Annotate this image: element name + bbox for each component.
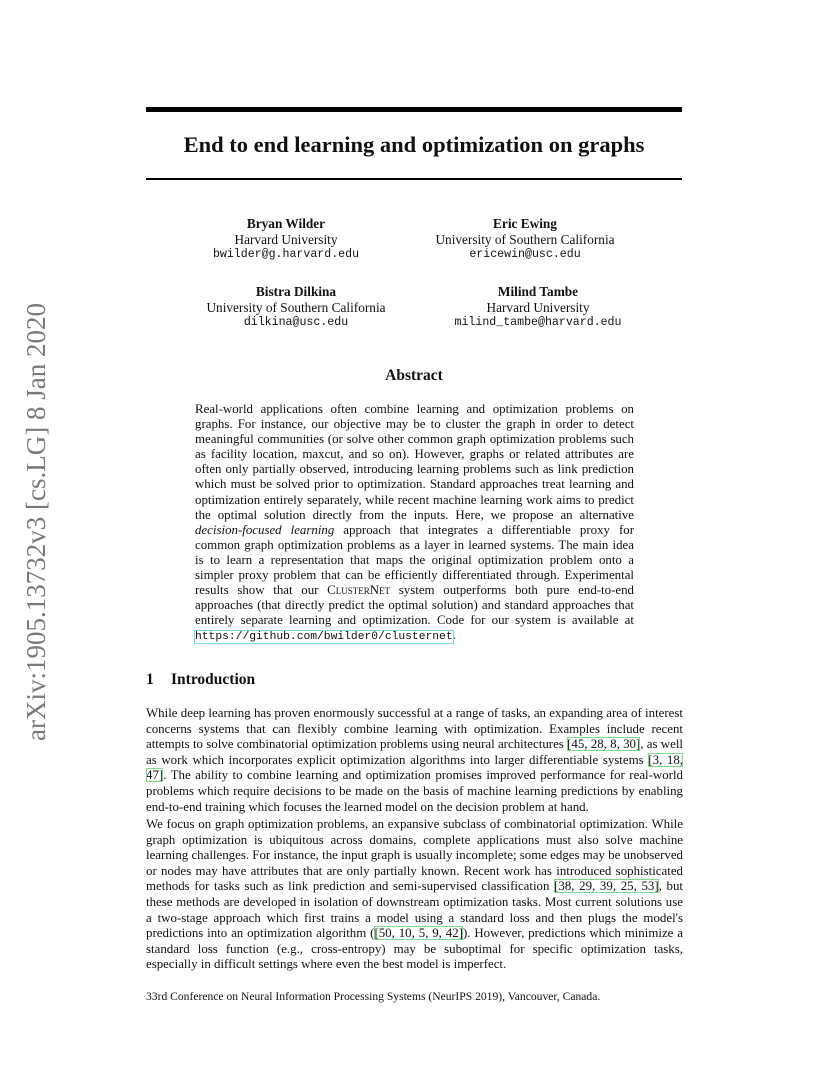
citation-link[interactable]: [3, 18, 47]: [146, 752, 683, 783]
author-name: Bryan Wilder: [246, 216, 326, 231]
title-top-rule: [146, 107, 682, 112]
system-name: ClusterNet: [327, 583, 391, 598]
author-email: ericewin@usc.edu: [469, 248, 581, 261]
section-number: 1: [146, 671, 154, 688]
title-bottom-rule: [146, 178, 682, 180]
author-affiliation: University of Southern California: [435, 231, 615, 247]
author-block: [408, 284, 668, 331]
intro-paragraph: [146, 817, 683, 973]
paragraph-text: ). However, predictions which minimize a standard loss function (e.g., cross-entropy) may be suboptimal for specific optimization tasks, especially in difficult settings where even the best model is imperfect.: [146, 926, 683, 972]
abstract-text: .: [452, 628, 456, 643]
author-block: [395, 216, 655, 263]
abstract-italic: decision-focused learning: [195, 522, 335, 537]
author-affiliation: University of Southern California: [206, 299, 386, 315]
conference-footer: 33rd Conference on Neural Information Processing Systems (NeurIPS 2019), Vancouver, Canada.: [146, 990, 601, 1003]
paragraph-text: , as well as work which incorporates explicit optimization algorithms into larger differentiable systems: [146, 737, 683, 767]
paragraph-text: , but these methods are developed in isolation of downstream optimization tasks. Most current solutions use a two-stage approach which first trains a model using a standard loss and then plugs the model's predictions into an optimization algorithm (: [146, 879, 684, 941]
paragraph-text: While deep learning has proven enormously successful at a range of tasks, an expanding area of interest concerns systems that can flexibly combine learning with optimization. Examples include recent attempts to solve combinatorial optimization problems using neural architectures: [146, 706, 683, 752]
author-email: bwilder@g.harvard.edu: [212, 248, 360, 261]
section-heading: [146, 671, 682, 689]
citation-link[interactable]: [50, 10, 5, 9, 42]: [374, 926, 463, 941]
paragraph-text: . The ability to combine learning and optimization promises improved performance for real-world problems which require decisions to be made on the basis of machine learning predictions by enabling end-to-end training which focuses the learned model on the decision problem at hand.: [146, 768, 683, 814]
paper-title: End to end learning and optimization on graphs: [183, 132, 645, 157]
author-email: dilkina@usc.edu: [243, 316, 349, 329]
author-email: milind_tambe@harvard.edu: [454, 316, 622, 329]
abstract-heading: Abstract: [385, 367, 443, 384]
citation-link[interactable]: [38, 29, 39, 25, 53]: [554, 879, 659, 894]
paragraph-text: We focus on graph optimization problems, an expansive subclass of combinatorial optimization. While graph optimization is ubiquitous across domains, complete applications must also solve machine learning challenges. For instance, the input graph is usually incomplete; some edges may be unobserved or nodes may have attributes that are only partially known. Recent work has introduced sophisticated methods for tasks such as link prediction and semi-supervised classification: [146, 817, 683, 894]
arxiv-stamp: arXiv:1905.13732v3 [cs.LG] 8 Jan 2020: [21, 303, 51, 741]
abstract-text: approach that integrates a differentiable proxy for common graph optimization problems as a layer in learned systems. The main idea is to learn a representation that maps the original optimization problem onto a simpler proxy problem that can be efficiently differentiated through. Experimental results show that our: [195, 522, 634, 598]
author-block: [166, 284, 426, 331]
intro-paragraph: [146, 706, 683, 815]
author-block: [156, 216, 416, 263]
abstract-text: system outperforms both pure end-to-end approaches (that directly predict the optimal solution) and standard approaches that entirely separate learning and optimization. Code for our system is available at: [195, 583, 634, 628]
author-affiliation: Harvard University: [486, 299, 590, 315]
author-name: Bistra Dilkina: [255, 284, 337, 299]
code-link[interactable]: https://github.com/bwilder0/clusternet: [195, 631, 453, 644]
citation-link[interactable]: [45, 28, 8, 30]: [567, 737, 641, 752]
abstract-body: [195, 402, 634, 646]
author-name: Eric Ewing: [493, 216, 557, 231]
author-affiliation: Harvard University: [234, 231, 338, 247]
author-name: Milind Tambe: [497, 284, 579, 299]
abstract-text: Real-world applications often combine learning and optimization problems on graphs. For instance, our objective may be to cluster the graph in order to detect meaningful communities (or solve other common graph optimization problems such as facility location, maxcut, and so on). However, graphs or related attributes are often only partially observed, introducing learning problems such as link prediction which must be solved prior to optimization. Standard approaches treat learning and optimization entirely separately, while recent machine learning work aims to predict the optimal solution directly from the inputs. Here, we propose an alternative: [195, 402, 634, 522]
section-title: Introduction: [171, 671, 256, 688]
